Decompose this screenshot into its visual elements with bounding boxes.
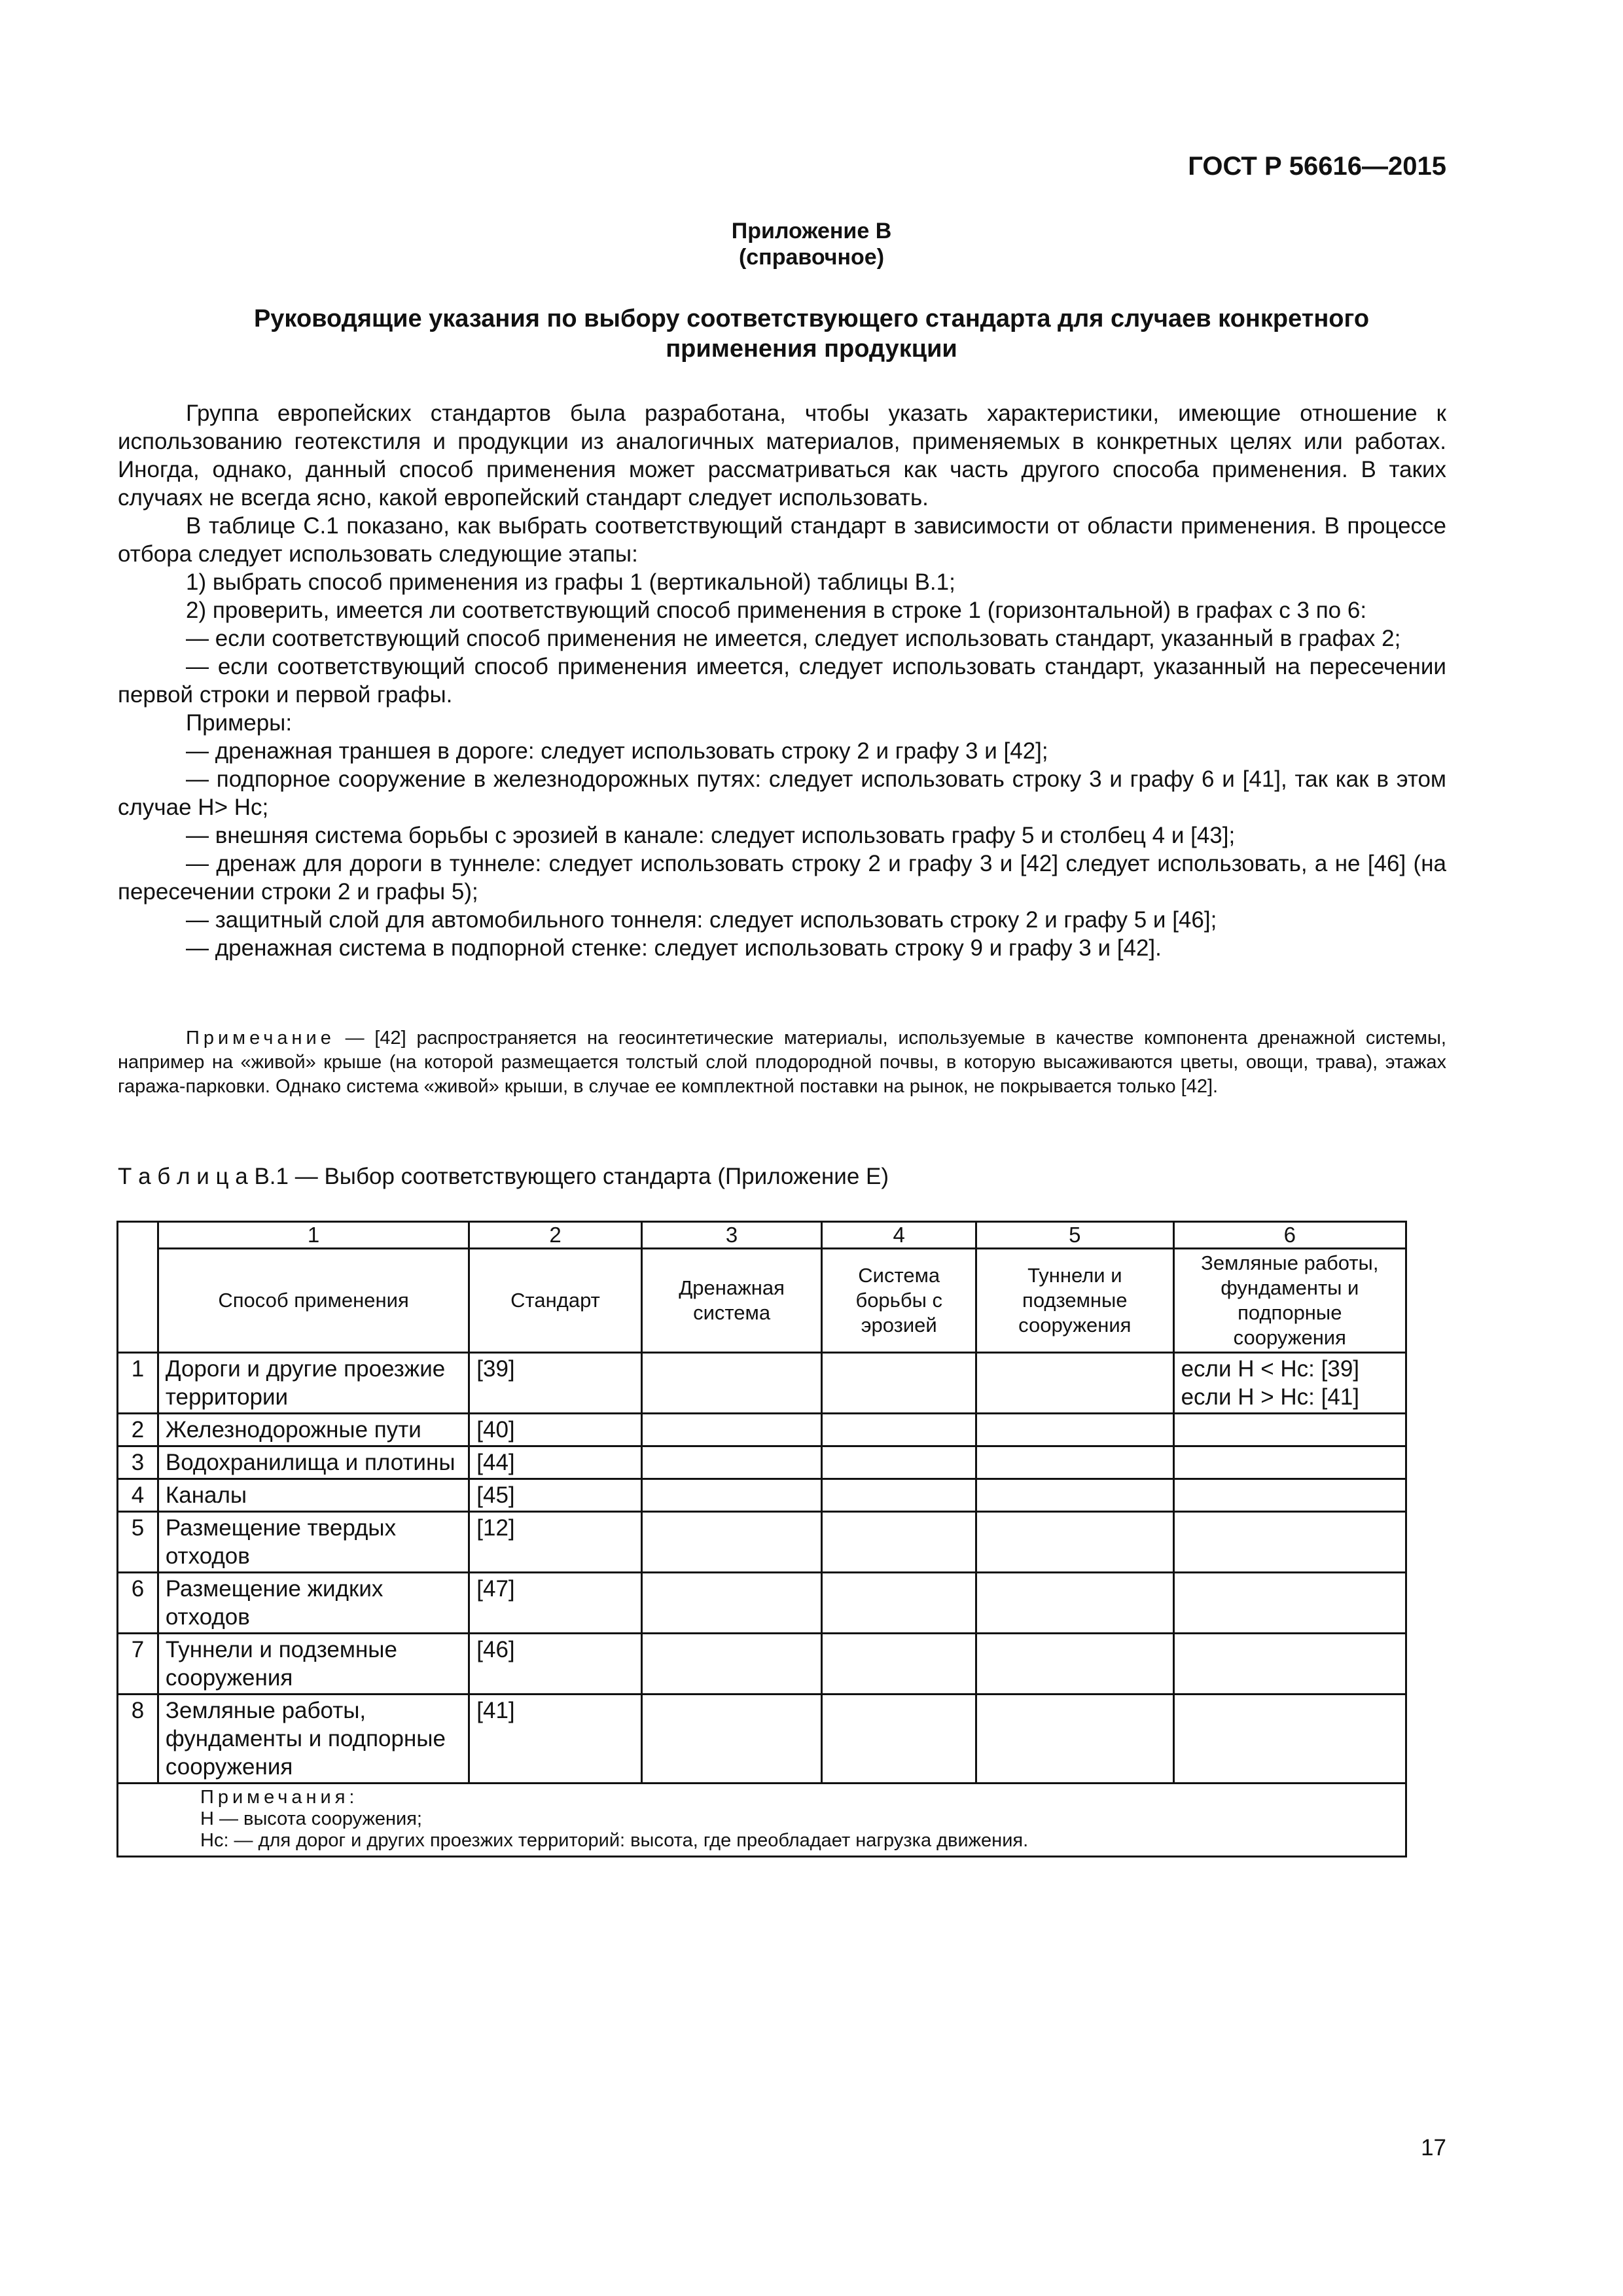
method-cell: Водохранилища и плотины <box>158 1446 469 1479</box>
empty-cell <box>976 1512 1174 1573</box>
paragraph: — дренажная траншея в дороге: следует использовать строку 2 и графу 3 и [42]; <box>186 738 1048 764</box>
note-label: Примечание <box>186 1028 335 1049</box>
method-cell: Железнодорожные пути <box>158 1414 469 1446</box>
paragraph: — защитный слой для автомобильного тоннеля: следует использовать строку 2 и графу 5 и [46]; <box>186 907 1217 933</box>
paragraph: — если соответствующий способ применения не имеется, следует использовать стандарт, указанный в графах 2; <box>186 626 1401 651</box>
empty-cell <box>641 1573 822 1634</box>
standard-cell: [46] <box>469 1634 642 1695</box>
document-code: ГОСТ Р 56616—2015 <box>1188 152 1446 181</box>
paragraph: — внешняя система борьбы с эрозией в канале: следует использовать графу 5 и столбец 4 и [43]; <box>186 823 1236 848</box>
column-number-row <box>118 1222 1406 1249</box>
standard-cell: [41] <box>469 1695 642 1784</box>
paragraph: — дренаж для дороги в туннеле: следует использовать строку 2 и графу 3 и [42] следует использовать, а не [46] (на пересечении строки 2 и графы 5); <box>118 851 1446 905</box>
standard-cell: [39] <box>469 1353 642 1414</box>
section-title-line-1: Руководящие указания по выбору соответствующего стандарта для случаев конкретного <box>253 305 1370 332</box>
header-row <box>118 1249 1406 1353</box>
method-cell: Земляные работы, фундаменты и подпорные сооружения <box>158 1695 469 1784</box>
table-note-line: H — высота сооружения; <box>200 1808 422 1829</box>
column-number: 5 <box>976 1222 1174 1249</box>
table-row <box>118 1353 1406 1414</box>
empty-cell <box>822 1353 976 1414</box>
annex-title: Приложение В <box>731 219 892 243</box>
empty-cell <box>1173 1634 1406 1695</box>
column-header: Способ применения <box>158 1249 469 1353</box>
row-number: 8 <box>118 1695 158 1784</box>
empty-cell <box>1173 1479 1406 1512</box>
standard-cell: [44] <box>469 1446 642 1479</box>
empty-cell <box>976 1634 1174 1695</box>
empty-cell <box>822 1446 976 1479</box>
paragraph: 1) выбрать способ применения из графы 1 (вертикальной) таблицы В.1; <box>186 569 955 595</box>
paragraph: — если соответствующий способ применения имеется, следует использовать стандарт, указанный на пересечении первой строки и первой графы. <box>118 654 1446 708</box>
paragraph: Примеры: <box>186 710 293 736</box>
condition-line: если H < Hc: [39] <box>1181 1356 1360 1382</box>
empty-cell <box>822 1414 976 1446</box>
table-row <box>118 1479 1406 1512</box>
row-number-header <box>118 1222 158 1353</box>
table-notes <box>118 1784 1406 1857</box>
standard-cell: [47] <box>469 1573 642 1634</box>
empty-cell <box>822 1479 976 1512</box>
table-note-line: Hc: — для дорог и других проезжих территорий: высота, где преобладает нагрузка движения. <box>200 1830 1029 1851</box>
empty-cell <box>822 1512 976 1573</box>
empty-cell <box>976 1695 1174 1784</box>
table-row <box>118 1414 1406 1446</box>
paragraph: — подпорное сооружение в железнодорожных путях: следует использовать строку 3 и графу 6 и [41], так как в этом случае H> Hc; <box>118 766 1446 820</box>
empty-cell <box>1173 1695 1406 1784</box>
table-caption-text: В.1 — Выбор соответствующего стандарта (Приложение Е) <box>247 1164 889 1189</box>
method-cell: Туннели и подземные сооружения <box>158 1634 469 1695</box>
empty-cell <box>1173 1512 1406 1573</box>
table-caption <box>118 1164 889 1190</box>
table-caption-label: Т а б л и ц а <box>118 1164 248 1189</box>
empty-cell <box>1173 1414 1406 1446</box>
column-number: 6 <box>1173 1222 1406 1249</box>
empty-cell <box>976 1414 1174 1446</box>
empty-cell <box>641 1479 822 1512</box>
row-number: 3 <box>118 1446 158 1479</box>
empty-cell <box>976 1479 1174 1512</box>
row-number: 6 <box>118 1573 158 1634</box>
table-row <box>118 1634 1406 1695</box>
empty-cell <box>641 1695 822 1784</box>
method-cell: Дороги и другие проезжие территории <box>158 1353 469 1414</box>
empty-cell <box>822 1634 976 1695</box>
column-header: Система борьбы с эрозией <box>822 1249 976 1353</box>
paragraph: — дренажная система в подпорной стенке: следует использовать строку 9 и графу 3 и [42]. <box>186 935 1162 961</box>
section-title-line-2: применения продукции <box>666 335 957 363</box>
empty-cell <box>976 1573 1174 1634</box>
table-row <box>118 1573 1406 1634</box>
empty-cell <box>641 1512 822 1573</box>
empty-cell <box>976 1446 1174 1479</box>
standard-cell: [40] <box>469 1414 642 1446</box>
row-number: 4 <box>118 1479 158 1512</box>
empty-cell <box>641 1446 822 1479</box>
paragraph: В таблице С.1 показано, как выбрать соответствующий стандарт в зависимости от области применения. В процессе отбора следует использовать следующие этапы: <box>118 513 1446 567</box>
empty-cell <box>1173 1573 1406 1634</box>
note <box>118 1026 1446 1099</box>
earthworks-cell <box>1173 1353 1406 1414</box>
standard-cell: [45] <box>469 1479 642 1512</box>
table-notes-row <box>118 1784 1406 1857</box>
empty-cell <box>641 1353 822 1414</box>
column-header: Земляные работы, фундаменты и подпорные сооружения <box>1173 1249 1406 1353</box>
annex-type: (справочное) <box>738 245 885 270</box>
row-number: 7 <box>118 1634 158 1695</box>
column-number: 3 <box>641 1222 822 1249</box>
table-row <box>118 1512 1406 1573</box>
table-row <box>118 1446 1406 1479</box>
row-number: 1 <box>118 1353 158 1414</box>
section-title <box>118 304 1505 364</box>
column-number: 2 <box>469 1222 642 1249</box>
row-number: 2 <box>118 1414 158 1446</box>
column-header: Дренажная система <box>641 1249 822 1353</box>
empty-cell <box>641 1414 822 1446</box>
table-notes-label: Примечания: <box>200 1787 359 1808</box>
empty-cell <box>822 1573 976 1634</box>
table-row <box>118 1695 1406 1784</box>
standards-table <box>116 1221 1407 1857</box>
empty-cell <box>1173 1446 1406 1479</box>
empty-cell <box>641 1634 822 1695</box>
note-paragraph <box>118 1026 1446 1099</box>
row-number: 5 <box>118 1512 158 1573</box>
column-number: 4 <box>822 1222 976 1249</box>
note-text: — [42] распространяется на геосинтетические материалы, используемые в качестве компонента дренажной системы, например на «живой» крыше (на которой размещается толстый слой плодородной почвы, в которую высаживаются цветы, овощи, трава), этажах гаража-парковки. Однако система «живой» крыши, в случае ее комплектной поставки на рынок, не покрывается только [42]. <box>118 1028 1446 1097</box>
standard-cell: [12] <box>469 1512 642 1573</box>
page-number: 17 <box>1421 2135 1446 2161</box>
body-text <box>118 399 1446 962</box>
paragraph: Группа европейских стандартов была разработана, чтобы указать характеристики, имеющие отношение к использованию геотекстиля и продукции из аналогичных материалов, применяемых в конкретных целях или работах. Иногда, однако, данный способ применения может рассматриваться как часть другого способа применения. В таких случаях не всегда ясно, какой европейский стандарт следует использовать. <box>118 401 1446 511</box>
column-header: Стандарт <box>469 1249 642 1353</box>
column-number: 1 <box>158 1222 469 1249</box>
condition-line: если H > Hc: [41] <box>1181 1384 1360 1410</box>
method-cell: Размещение твердых отходов <box>158 1512 469 1573</box>
empty-cell <box>976 1353 1174 1414</box>
method-cell: Каналы <box>158 1479 469 1512</box>
column-header: Туннели и подземные сооружения <box>976 1249 1174 1353</box>
paragraph: 2) проверить, имеется ли соответствующий способ применения в строке 1 (горизонтальной) в графах с 3 по 6: <box>186 598 1367 623</box>
method-cell: Размещение жидких отходов <box>158 1573 469 1634</box>
annex-heading <box>118 218 1505 270</box>
empty-cell <box>822 1695 976 1784</box>
